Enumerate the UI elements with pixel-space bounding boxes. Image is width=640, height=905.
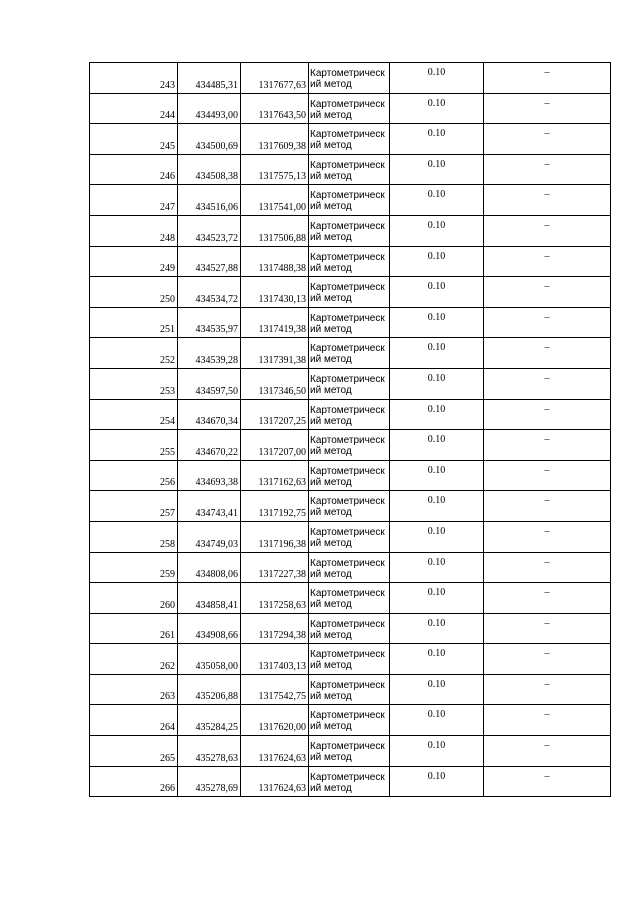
x-coordinate-cell: 434535,97 bbox=[178, 307, 241, 338]
y-coordinate-cell: 1317643,50 bbox=[241, 93, 309, 124]
table-row bbox=[90, 583, 611, 614]
precision-cell: 0.10 bbox=[390, 307, 484, 338]
point-number-cell: 260 bbox=[90, 583, 178, 614]
point-number-cell: 243 bbox=[90, 63, 178, 94]
note-cell: – bbox=[484, 307, 611, 338]
method-cell: Картометрический метод bbox=[309, 307, 390, 338]
precision-cell: 0.10 bbox=[390, 613, 484, 644]
precision-cell: 0.10 bbox=[390, 154, 484, 185]
coordinates-table bbox=[89, 62, 611, 797]
method-cell: Картометрический метод bbox=[309, 215, 390, 246]
x-coordinate-cell: 434500,69 bbox=[178, 124, 241, 155]
precision-cell: 0.10 bbox=[390, 277, 484, 308]
table-row bbox=[90, 63, 611, 94]
table-row bbox=[90, 277, 611, 308]
method-cell: Картометрический метод bbox=[309, 246, 390, 277]
method-cell: Картометрический метод bbox=[309, 521, 390, 552]
point-number-cell: 250 bbox=[90, 277, 178, 308]
x-coordinate-cell: 434527,88 bbox=[178, 246, 241, 277]
y-coordinate-cell: 1317488,38 bbox=[241, 246, 309, 277]
note-cell: – bbox=[484, 491, 611, 522]
point-number-cell: 262 bbox=[90, 644, 178, 675]
note-cell: – bbox=[484, 185, 611, 216]
y-coordinate-cell: 1317294,38 bbox=[241, 613, 309, 644]
table-row bbox=[90, 705, 611, 736]
note-cell: – bbox=[484, 644, 611, 675]
method-cell: Картометрический метод bbox=[309, 63, 390, 94]
method-cell: Картометрический метод bbox=[309, 644, 390, 675]
method-cell: Картометрический метод bbox=[309, 491, 390, 522]
precision-cell: 0.10 bbox=[390, 705, 484, 736]
note-cell: – bbox=[484, 63, 611, 94]
table-row bbox=[90, 644, 611, 675]
table-row bbox=[90, 613, 611, 644]
method-cell: Картометрический метод bbox=[309, 185, 390, 216]
x-coordinate-cell: 434693,38 bbox=[178, 460, 241, 491]
precision-cell: 0.10 bbox=[390, 399, 484, 430]
note-cell: – bbox=[484, 613, 611, 644]
table-row bbox=[90, 674, 611, 705]
point-number-cell: 257 bbox=[90, 491, 178, 522]
point-number-cell: 244 bbox=[90, 93, 178, 124]
note-cell: – bbox=[484, 338, 611, 369]
note-cell: – bbox=[484, 705, 611, 736]
precision-cell: 0.10 bbox=[390, 736, 484, 767]
method-cell: Картометрический метод bbox=[309, 705, 390, 736]
table-row bbox=[90, 185, 611, 216]
precision-cell: 0.10 bbox=[390, 491, 484, 522]
method-cell: Картометрический метод bbox=[309, 674, 390, 705]
table-row bbox=[90, 215, 611, 246]
y-coordinate-cell: 1317542,75 bbox=[241, 674, 309, 705]
y-coordinate-cell: 1317162,63 bbox=[241, 460, 309, 491]
x-coordinate-cell: 434485,31 bbox=[178, 63, 241, 94]
x-coordinate-cell: 434908,66 bbox=[178, 613, 241, 644]
table-row bbox=[90, 491, 611, 522]
precision-cell: 0.10 bbox=[390, 93, 484, 124]
method-cell: Картометрический метод bbox=[309, 766, 390, 797]
precision-cell: 0.10 bbox=[390, 368, 484, 399]
table-row bbox=[90, 307, 611, 338]
y-coordinate-cell: 1317207,00 bbox=[241, 430, 309, 461]
table-row bbox=[90, 399, 611, 430]
precision-cell: 0.10 bbox=[390, 63, 484, 94]
point-number-cell: 247 bbox=[90, 185, 178, 216]
precision-cell: 0.10 bbox=[390, 766, 484, 797]
point-number-cell: 261 bbox=[90, 613, 178, 644]
method-cell: Картометрический метод bbox=[309, 124, 390, 155]
point-number-cell: 266 bbox=[90, 766, 178, 797]
x-coordinate-cell: 434743,41 bbox=[178, 491, 241, 522]
precision-cell: 0.10 bbox=[390, 552, 484, 583]
y-coordinate-cell: 1317196,38 bbox=[241, 521, 309, 552]
note-cell: – bbox=[484, 399, 611, 430]
y-coordinate-cell: 1317419,38 bbox=[241, 307, 309, 338]
point-number-cell: 246 bbox=[90, 154, 178, 185]
note-cell: – bbox=[484, 368, 611, 399]
table-row bbox=[90, 154, 611, 185]
note-cell: – bbox=[484, 215, 611, 246]
table-row bbox=[90, 552, 611, 583]
y-coordinate-cell: 1317192,75 bbox=[241, 491, 309, 522]
precision-cell: 0.10 bbox=[390, 583, 484, 614]
coordinates-table-body bbox=[90, 63, 611, 797]
y-coordinate-cell: 1317575,13 bbox=[241, 154, 309, 185]
point-number-cell: 248 bbox=[90, 215, 178, 246]
precision-cell: 0.10 bbox=[390, 338, 484, 369]
point-number-cell: 255 bbox=[90, 430, 178, 461]
y-coordinate-cell: 1317624,63 bbox=[241, 736, 309, 767]
y-coordinate-cell: 1317677,63 bbox=[241, 63, 309, 94]
note-cell: – bbox=[484, 277, 611, 308]
precision-cell: 0.10 bbox=[390, 521, 484, 552]
y-coordinate-cell: 1317609,38 bbox=[241, 124, 309, 155]
x-coordinate-cell: 434858,41 bbox=[178, 583, 241, 614]
precision-cell: 0.10 bbox=[390, 460, 484, 491]
y-coordinate-cell: 1317430,13 bbox=[241, 277, 309, 308]
x-coordinate-cell: 434493,00 bbox=[178, 93, 241, 124]
point-number-cell: 265 bbox=[90, 736, 178, 767]
x-coordinate-cell: 435058,00 bbox=[178, 644, 241, 675]
method-cell: Картометрический метод bbox=[309, 154, 390, 185]
x-coordinate-cell: 434539,28 bbox=[178, 338, 241, 369]
note-cell: – bbox=[484, 154, 611, 185]
table-row bbox=[90, 338, 611, 369]
point-number-cell: 253 bbox=[90, 368, 178, 399]
note-cell: – bbox=[484, 766, 611, 797]
point-number-cell: 264 bbox=[90, 705, 178, 736]
table-row bbox=[90, 460, 611, 491]
y-coordinate-cell: 1317391,38 bbox=[241, 338, 309, 369]
x-coordinate-cell: 435284,25 bbox=[178, 705, 241, 736]
point-number-cell: 259 bbox=[90, 552, 178, 583]
point-number-cell: 258 bbox=[90, 521, 178, 552]
point-number-cell: 252 bbox=[90, 338, 178, 369]
note-cell: – bbox=[484, 460, 611, 491]
table-row bbox=[90, 521, 611, 552]
table-row bbox=[90, 246, 611, 277]
y-coordinate-cell: 1317346,50 bbox=[241, 368, 309, 399]
y-coordinate-cell: 1317620,00 bbox=[241, 705, 309, 736]
method-cell: Картометрический метод bbox=[309, 399, 390, 430]
precision-cell: 0.10 bbox=[390, 246, 484, 277]
point-number-cell: 251 bbox=[90, 307, 178, 338]
note-cell: – bbox=[484, 246, 611, 277]
y-coordinate-cell: 1317227,38 bbox=[241, 552, 309, 583]
point-number-cell: 254 bbox=[90, 399, 178, 430]
point-number-cell: 256 bbox=[90, 460, 178, 491]
note-cell: – bbox=[484, 124, 611, 155]
note-cell: – bbox=[484, 674, 611, 705]
table-row bbox=[90, 766, 611, 797]
table-row bbox=[90, 93, 611, 124]
method-cell: Картометрический метод bbox=[309, 338, 390, 369]
method-cell: Картометрический метод bbox=[309, 552, 390, 583]
note-cell: – bbox=[484, 583, 611, 614]
precision-cell: 0.10 bbox=[390, 430, 484, 461]
y-coordinate-cell: 1317624,63 bbox=[241, 766, 309, 797]
x-coordinate-cell: 435206,88 bbox=[178, 674, 241, 705]
method-cell: Картометрический метод bbox=[309, 368, 390, 399]
x-coordinate-cell: 435278,63 bbox=[178, 736, 241, 767]
x-coordinate-cell: 434508,38 bbox=[178, 154, 241, 185]
y-coordinate-cell: 1317506,88 bbox=[241, 215, 309, 246]
note-cell: – bbox=[484, 521, 611, 552]
method-cell: Картометрический метод bbox=[309, 613, 390, 644]
note-cell: – bbox=[484, 736, 611, 767]
x-coordinate-cell: 434670,34 bbox=[178, 399, 241, 430]
point-number-cell: 263 bbox=[90, 674, 178, 705]
x-coordinate-cell: 434534,72 bbox=[178, 277, 241, 308]
note-cell: – bbox=[484, 552, 611, 583]
y-coordinate-cell: 1317403,13 bbox=[241, 644, 309, 675]
x-coordinate-cell: 434597,50 bbox=[178, 368, 241, 399]
note-cell: – bbox=[484, 430, 611, 461]
table-row bbox=[90, 124, 611, 155]
x-coordinate-cell: 434523,72 bbox=[178, 215, 241, 246]
precision-cell: 0.10 bbox=[390, 124, 484, 155]
table-row bbox=[90, 430, 611, 461]
method-cell: Картометрический метод bbox=[309, 277, 390, 308]
method-cell: Картометрический метод bbox=[309, 430, 390, 461]
table-row bbox=[90, 736, 611, 767]
x-coordinate-cell: 435278,69 bbox=[178, 766, 241, 797]
point-number-cell: 245 bbox=[90, 124, 178, 155]
x-coordinate-cell: 434516,06 bbox=[178, 185, 241, 216]
note-cell: – bbox=[484, 93, 611, 124]
method-cell: Картометрический метод bbox=[309, 93, 390, 124]
point-number-cell: 249 bbox=[90, 246, 178, 277]
y-coordinate-cell: 1317541,00 bbox=[241, 185, 309, 216]
y-coordinate-cell: 1317207,25 bbox=[241, 399, 309, 430]
precision-cell: 0.10 bbox=[390, 185, 484, 216]
x-coordinate-cell: 434670,22 bbox=[178, 430, 241, 461]
precision-cell: 0.10 bbox=[390, 644, 484, 675]
y-coordinate-cell: 1317258,63 bbox=[241, 583, 309, 614]
precision-cell: 0.10 bbox=[390, 674, 484, 705]
table-row bbox=[90, 368, 611, 399]
method-cell: Картометрический метод bbox=[309, 736, 390, 767]
x-coordinate-cell: 434808,06 bbox=[178, 552, 241, 583]
x-coordinate-cell: 434749,03 bbox=[178, 521, 241, 552]
precision-cell: 0.10 bbox=[390, 215, 484, 246]
method-cell: Картометрический метод bbox=[309, 583, 390, 614]
method-cell: Картометрический метод bbox=[309, 460, 390, 491]
